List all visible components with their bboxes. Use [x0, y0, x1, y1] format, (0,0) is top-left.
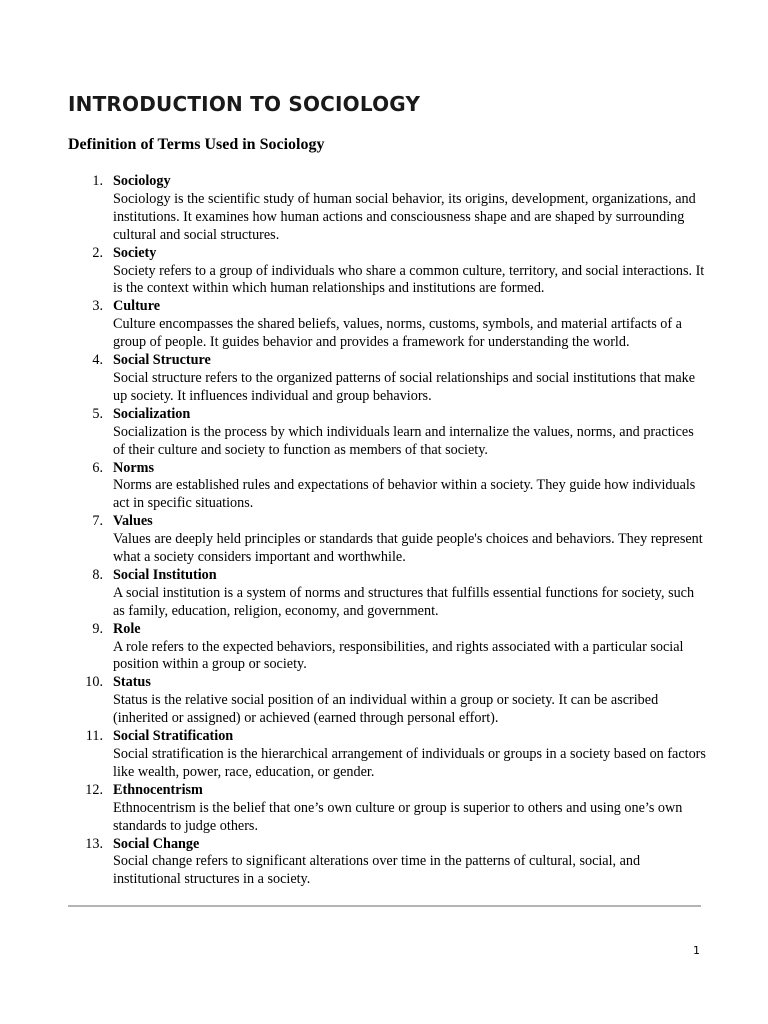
list-number: 8.	[92, 566, 103, 583]
list-number: 12.	[85, 781, 103, 798]
list-number: 2.	[92, 244, 103, 261]
term-definition: A social institution is a system of norms and structures that fulfills essential functions for society, such as family, education, religion, economy, and government.	[113, 584, 695, 619]
list-item	[68, 674, 708, 728]
footer-divider	[68, 905, 701, 907]
list-item	[68, 728, 708, 782]
term-definition: Socialization is the process by which individuals learn and internalize the values, norms, and practices of their culture and society to function as members of that society.	[113, 423, 694, 458]
list-item	[68, 567, 708, 621]
term-name: Role	[113, 620, 141, 637]
term-name: Socialization	[113, 405, 191, 422]
term-definition: Values are deeply held principles or standards that guide people's choices and behaviors. They represent what a society considers important and worthwhile.	[113, 531, 703, 566]
term-definition: Social structure refers to the organized patterns of social relationships and social institutions that make up society. It influences individual and group behaviors.	[113, 369, 696, 404]
list-item	[68, 406, 708, 460]
term-name: Ethnocentrism	[113, 781, 203, 798]
term-name: Social Change	[113, 835, 200, 852]
term-definition: Sociology is the scientific study of human social behavior, its origins, development, organizations, and institutions. It examines how human actions and consciousness shape and are shaped by surrounding cultural and social structures.	[113, 190, 696, 243]
list-item	[68, 173, 708, 245]
term-name: Sociology	[113, 173, 171, 189]
list-number: 13.	[85, 835, 103, 852]
list-item	[68, 782, 708, 836]
term-name: Society	[113, 244, 157, 261]
list-number: 9.	[92, 620, 103, 637]
term-definition: Status is the relative social position of an individual within a group or society. It can be ascribed (inherited or assigned) or achieved (earned through personal effort).	[113, 692, 659, 727]
term-name: Social Stratification	[113, 728, 234, 745]
list-number: 6.	[92, 459, 103, 476]
list-item	[68, 460, 708, 514]
term-name: Culture	[113, 298, 161, 315]
term-definition: Norms are established rules and expectations of behavior within a society. They guide how individuals act in specific situations.	[113, 477, 696, 512]
list-item	[68, 621, 708, 675]
term-name: Norms	[113, 459, 154, 476]
page-number: 1	[693, 944, 700, 957]
list-number: 1.	[92, 173, 103, 189]
list-number: 7.	[92, 513, 103, 530]
term-list	[68, 173, 708, 889]
list-item	[68, 245, 708, 299]
list-number: 11.	[85, 728, 103, 745]
term-definition: Ethnocentrism is the belief that one’s own culture or group is superior to others and using one’s own standards to judge others.	[113, 799, 683, 834]
list-item	[68, 836, 708, 890]
term-name: Status	[113, 674, 151, 691]
section-heading: Definition of Terms Used in Sociology	[68, 136, 325, 153]
list-number: 10.	[85, 674, 103, 691]
page-title: INTRODUCTION TO SOCIOLOGY	[68, 92, 421, 116]
list-item	[68, 513, 708, 567]
term-name: Values	[113, 513, 153, 530]
term-name: Social Institution	[113, 566, 217, 583]
term-definition: A role refers to the expected behaviors, responsibilities, and rights associated with a particular social position within a group or society.	[113, 638, 684, 673]
term-definition: Culture encompasses the shared beliefs, values, norms, customs, symbols, and material artifacts of a group of people. It guides behavior and provides a framework for understanding the world.	[113, 316, 682, 351]
list-item	[68, 298, 708, 352]
term-definition: Social stratification is the hierarchical arrangement of individuals or groups in a society based on factors like wealth, power, race, education, or gender.	[113, 746, 706, 780]
list-item	[68, 352, 708, 406]
list-number: 5.	[92, 405, 103, 422]
list-number: 3.	[92, 298, 103, 315]
list-number: 4.	[92, 352, 103, 369]
term-name: Social Structure	[113, 352, 211, 369]
term-definition: Society refers to a group of individuals who share a common culture, territory, and social interactions. It is the context within which human relationships and institutions are formed.	[113, 262, 705, 297]
term-definition: Social change refers to significant alterations over time in the patterns of cultural, social, and institutional structures in a society.	[113, 853, 641, 888]
